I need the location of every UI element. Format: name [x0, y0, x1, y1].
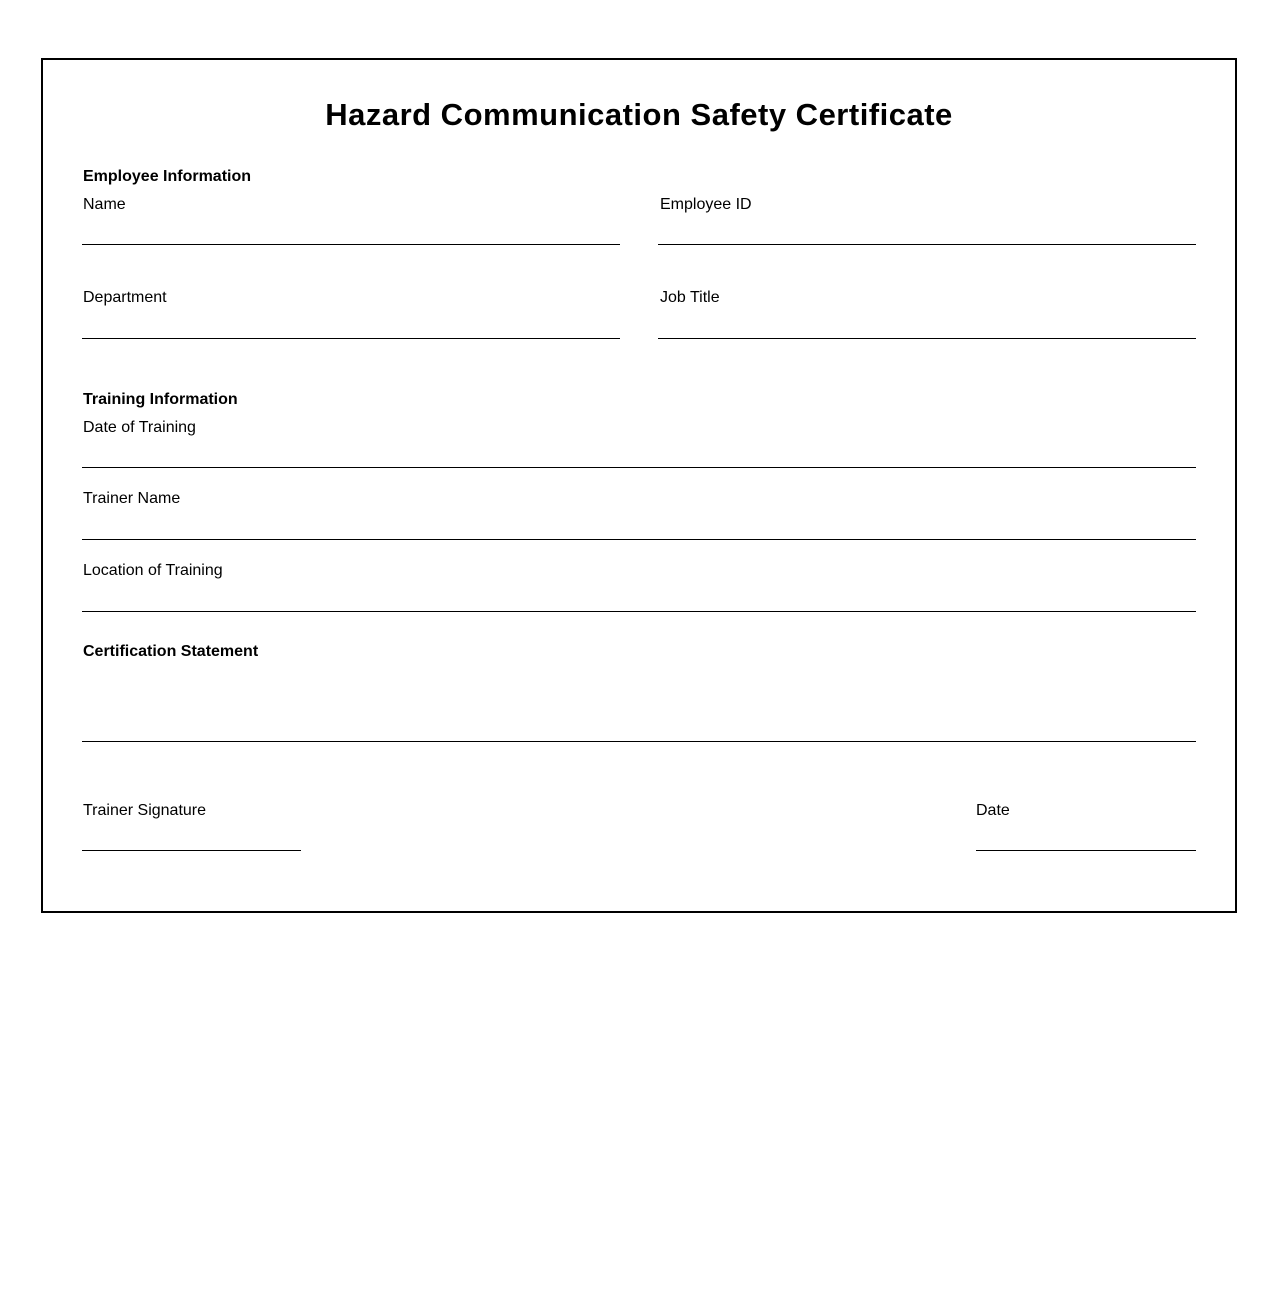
department-field-label: Department — [83, 289, 167, 306]
trainer-signature-line[interactable] — [82, 850, 301, 851]
name-field-line[interactable] — [82, 244, 620, 245]
date-line[interactable] — [976, 850, 1196, 851]
location-of-training-field-line[interactable] — [82, 611, 1196, 612]
location-of-training-field-label: Location of Training — [83, 562, 223, 579]
date-of-training-field-label: Date of Training — [83, 419, 196, 436]
trainer-name-field-label: Trainer Name — [83, 490, 181, 507]
trainer-signature-label: Trainer Signature — [83, 802, 207, 819]
certificate-card — [41, 58, 1237, 913]
job-title-field-line[interactable] — [658, 338, 1196, 339]
certification-statement-value[interactable] — [85, 668, 1199, 738]
job-title-field-label: Job Title — [660, 289, 720, 306]
employee-id-field-line[interactable] — [658, 244, 1196, 245]
training-info-heading: Training Information — [83, 391, 238, 408]
certificate-title: Hazard Communication Safety Certificate — [325, 97, 953, 132]
date-of-training-field-line[interactable] — [82, 467, 1196, 468]
trainer-name-field-line[interactable] — [82, 539, 1196, 540]
certification-statement-line[interactable] — [82, 741, 1196, 742]
department-field-line[interactable] — [82, 338, 620, 339]
employee-id-field-label: Employee ID — [660, 196, 752, 213]
certification-statement-heading: Certification Statement — [83, 643, 259, 660]
date-label: Date — [976, 802, 1010, 819]
employee-info-heading: Employee Information — [83, 168, 252, 185]
name-field-label: Name — [83, 196, 126, 213]
